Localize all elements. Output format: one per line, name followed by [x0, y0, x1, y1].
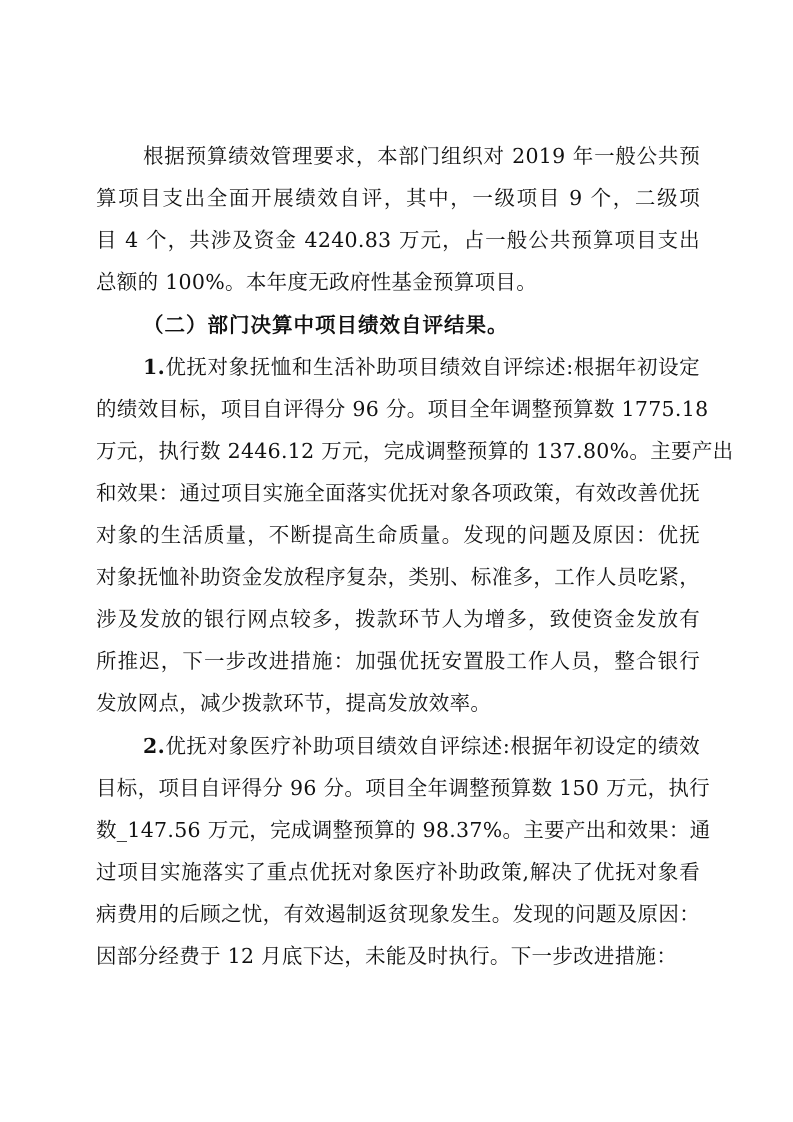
item1-line-9: 发放网点，减少拨款环节，提高发放效率。 [96, 691, 492, 715]
paragraph1-line-2: 算项目支出全面开展绩效自评，其中，一级项目 9 个，二级项 [96, 186, 700, 210]
item2-line-5: 病费用的后顾之忧，有效遏制返贫现象发生。发现的问题及原因： [96, 902, 700, 926]
item2-line-4: 过项目实施落实了重点优抚对象医疗补助政策,解决了优抚对象看 [96, 860, 700, 884]
item2-number: 2. [143, 734, 166, 758]
item1-line-7: 涉及发放的银行网点较多，拨款环节人为增多，致使资金发放有 [96, 607, 700, 631]
item1-line-6: 对象抚恤补助资金发放程序复杂，类别、标准多，工作人员吃紧， [96, 565, 700, 589]
item1-line-3: 万元，执行数 2446.12 万元，完成调整预算的 137.80%。主要产出 [96, 439, 734, 463]
item2-line-1 [143, 733, 700, 759]
paragraph1-line-4: 总额的 100%。本年度无政府性基金预算项目。 [96, 270, 538, 294]
item1-line-1-text: 优抚对象抚恤和生活补助项目绩效自评综述:根据年初设定 [165, 355, 700, 379]
item1-line-8: 所推迟，下一步改进措施：加强优抚安置股工作人员，整合银行 [96, 649, 700, 673]
item1-line-4: 和效果：通过项目实施全面落实优抚对象各项政策，有效改善优抚 [96, 481, 700, 505]
item2-line-3: 数_147.56 万元，完成调整预算的 98.37%。主要产出和效果：通 [96, 818, 711, 842]
item2-line-1-text: 优抚对象医疗补助项目绩效自评综述:根据年初设定的绩效 [165, 734, 700, 758]
item1-number: 1. [143, 355, 166, 379]
item1-line-5: 对象的生活质量，不断提高生命质量。发现的问题及原因：优抚 [96, 523, 700, 547]
item1-line-2: 的绩效目标，项目自评得分 96 分。项目全年调整预算数 1775.18 [96, 397, 709, 421]
item1-line-1 [143, 354, 700, 380]
paragraph1-line-1: 根据预算绩效管理要求，本部门组织对 2019 年一般公共预 [143, 144, 700, 168]
section-heading: （二）部门决算中项目绩效自评结果。 [143, 313, 509, 337]
paragraph1-line-3: 目 4 个，共涉及资金 4240.83 万元，占一般公共预算项目支出 [96, 228, 700, 252]
item2-line-6: 因部分经费于 12 月底下达，未能及时执行。下一步改进措施： [96, 944, 678, 968]
item2-line-2: 目标，项目自评得分 96 分。项目全年调整预算数 150 万元，执行 [96, 776, 710, 800]
